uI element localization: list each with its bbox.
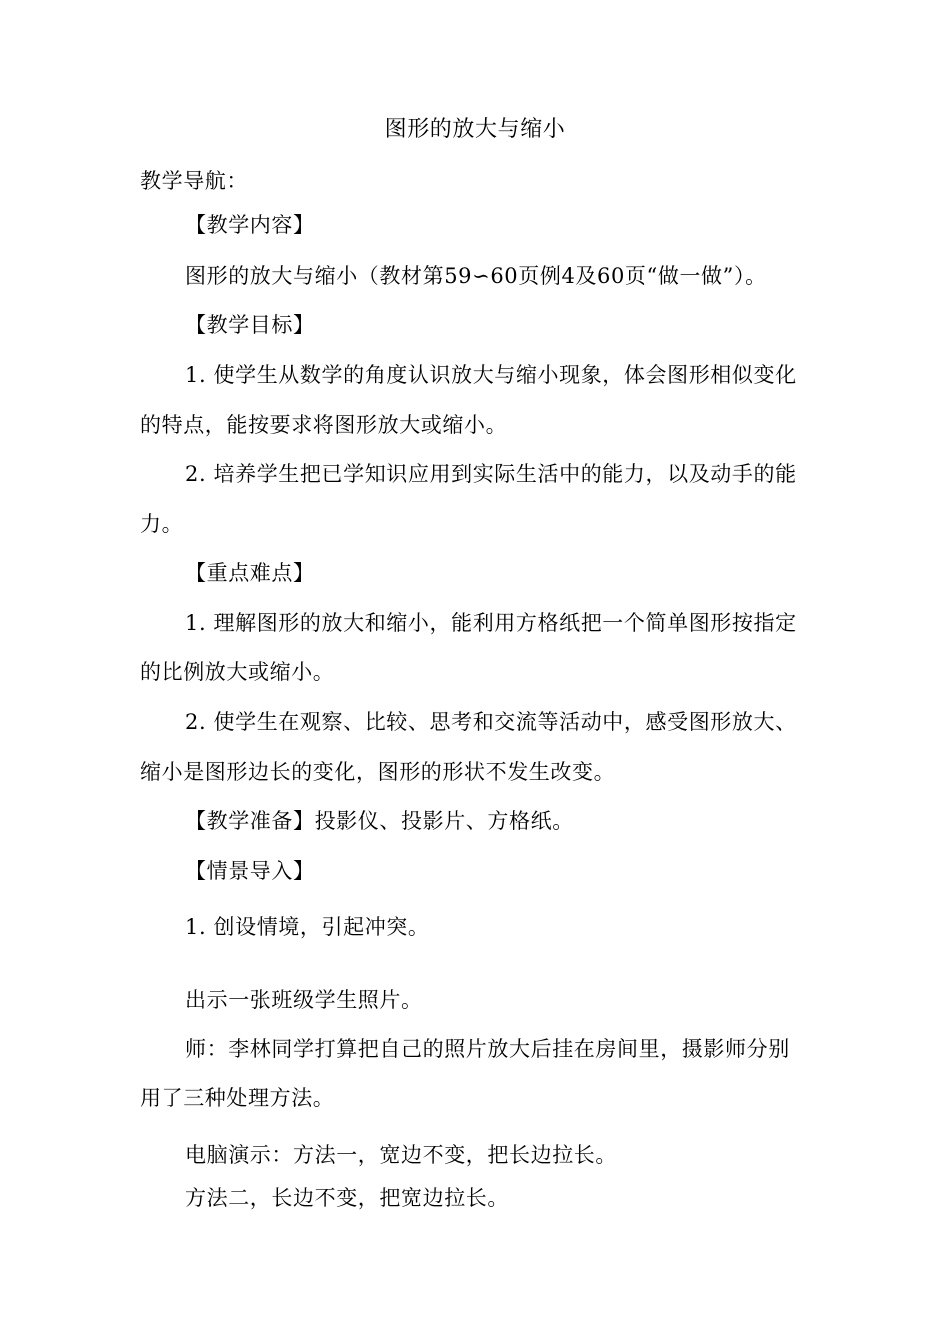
difficulty-2-line-1: 2. 使学生在观察、比较、思考和交流等活动中，感受图形放大、 bbox=[185, 710, 797, 734]
difficulty-2-line-2: 缩小是图形边长的变化，图形的形状不发生改变。 bbox=[140, 760, 616, 784]
intro-step-1: 1. 创设情境，引起冲突。 bbox=[185, 915, 430, 939]
goal-1-line-1: 1. 使学生从数学的角度认识放大与缩小现象，体会图形相似变化 bbox=[185, 363, 797, 387]
goal-1-line-2: 的特点，能按要求将图形放大或缩小。 bbox=[140, 413, 508, 437]
heading-teaching-goals: 【教学目标】 bbox=[185, 313, 315, 337]
goal-2-line-2: 力。 bbox=[140, 512, 184, 536]
paragraph-content: 图形的放大与缩小（教材第59∽60页例4及60页“做一做”）。 bbox=[185, 264, 767, 288]
teaching-preparation: 【教学准备】投影仪、投影片、方格纸。 bbox=[185, 809, 574, 833]
section-label-teaching-guide: 教学导航： bbox=[140, 169, 248, 193]
teacher-line-1: 师：李林同学打算把自己的照片放大后挂在房间里，摄影师分别 bbox=[185, 1037, 790, 1061]
method-2: 方法二，长边不变，把宽边拉长。 bbox=[185, 1186, 509, 1210]
difficulty-1-line-1: 1. 理解图形的放大和缩小，能利用方格纸把一个简单图形按指定 bbox=[185, 611, 797, 635]
heading-scene-intro: 【情景导入】 bbox=[185, 859, 315, 883]
teacher-line-2: 用了三种处理方法。 bbox=[140, 1086, 335, 1110]
heading-key-difficulties: 【重点难点】 bbox=[185, 561, 315, 585]
document-title: 图形的放大与缩小 bbox=[384, 117, 566, 142]
goal-2-line-1: 2. 培养学生把已学知识应用到实际生活中的能力，以及动手的能 bbox=[185, 462, 797, 486]
computer-demo-method-1: 电脑演示：方法一，宽边不变，把长边拉长。 bbox=[185, 1143, 617, 1167]
heading-teaching-content: 【教学内容】 bbox=[185, 213, 315, 237]
show-photo-line: 出示一张班级学生照片。 bbox=[185, 988, 423, 1012]
difficulty-1-line-2: 的比例放大或缩小。 bbox=[140, 660, 335, 684]
